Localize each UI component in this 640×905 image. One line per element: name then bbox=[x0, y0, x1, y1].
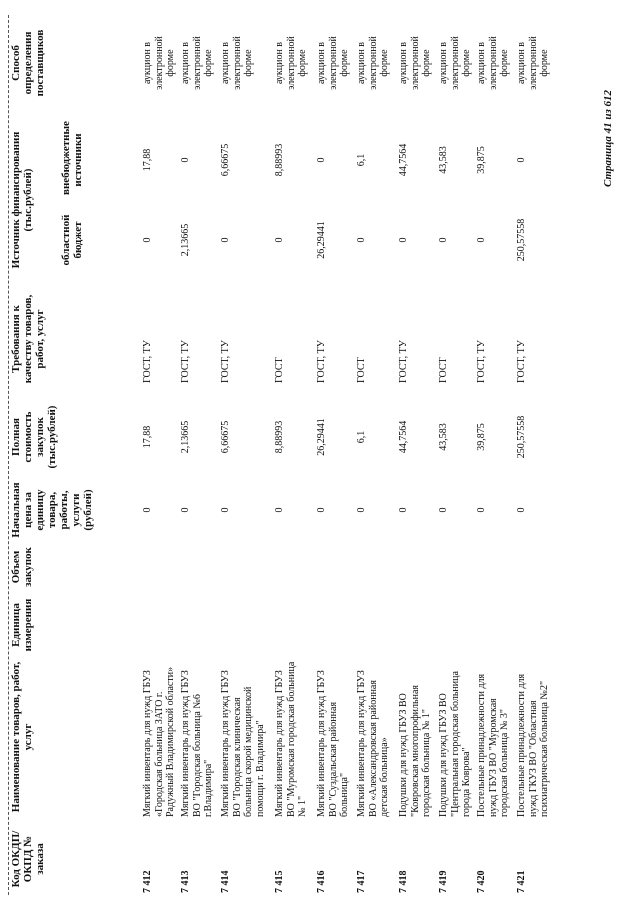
header-name: Наименование товаров, работ, услуг bbox=[10, 661, 34, 813]
row-price: 0 bbox=[316, 507, 327, 513]
header-funding: Источник финансирования (тыс.рублей) bbox=[10, 131, 34, 269]
row-price: 0 bbox=[142, 507, 153, 513]
row-regional: 0 bbox=[274, 237, 285, 243]
row-offbudget: 39,875 bbox=[476, 146, 487, 174]
header-price: Начальная цена за единицу товара, работы, услуги (рублей) bbox=[10, 482, 94, 538]
row-total: 6,1 bbox=[356, 430, 367, 444]
row-name: Мягкий инвентарь для нужд ГБУЗ «Городская больница ЗАТО г. Радужный Владимирской области» bbox=[142, 666, 176, 817]
row-price: 0 bbox=[356, 507, 367, 513]
row-name: Мягкий инвентарь для нужд ГБУЗ ВО "Городская клиническая больница скорой медицинской помощи г. Владимира" bbox=[220, 670, 266, 817]
row-total: 26,29441 bbox=[316, 418, 327, 456]
header-funding-regional: областной бюджет bbox=[60, 214, 84, 266]
row-quality: ГОСТ bbox=[356, 357, 367, 383]
row-regional: 0 bbox=[356, 237, 367, 243]
row-total: 2,13665 bbox=[180, 420, 191, 454]
row-method: аукцион в электронной форме bbox=[476, 36, 510, 90]
row-method: аукцион в электронной форме bbox=[220, 36, 254, 90]
row-quality: ГОСТ, ТУ bbox=[398, 340, 409, 383]
row-total: 17,88 bbox=[142, 425, 153, 449]
header-method: Способ определения поставщиков bbox=[10, 29, 46, 97]
row-quality: ГОСТ, ТУ bbox=[220, 340, 231, 383]
row-name: Мягкий инвентарь для нужд ГБУЗ ВО "Городская больница №6 г.Владимира" bbox=[180, 670, 214, 817]
header-code: Код ОКДП/ ОКПД № заказа bbox=[10, 830, 46, 888]
row-number: 7 416 bbox=[316, 870, 327, 893]
row-number: 7 412 bbox=[142, 870, 153, 893]
row-offbudget: 0 bbox=[316, 157, 327, 163]
row-offbudget: 0 bbox=[516, 157, 527, 163]
row-price: 0 bbox=[180, 507, 191, 513]
row-method: аукцион в электронной форме bbox=[516, 36, 550, 90]
row-number: 7 413 bbox=[180, 870, 191, 893]
row-regional: 0 bbox=[398, 237, 409, 243]
page-number-note: Страница 41 из 612 bbox=[602, 89, 614, 187]
row-price: 0 bbox=[438, 507, 449, 513]
row-method: аукцион в электронной форме bbox=[274, 36, 308, 90]
row-total: 44,7564 bbox=[398, 420, 409, 454]
header-volume: Объем закупок bbox=[10, 547, 34, 587]
row-total: 43,583 bbox=[438, 423, 449, 451]
row-offbudget: 6,1 bbox=[356, 153, 367, 167]
row-regional: 0 bbox=[142, 237, 153, 243]
procurement-table bbox=[2, 3, 638, 903]
row-offbudget: 43,583 bbox=[438, 146, 449, 174]
row-method: аукцион в электронной форме bbox=[398, 36, 432, 90]
header-rule bbox=[8, 15, 9, 895]
row-name: Постельные принадлежности для нужд ГКУЗ ВО "Областная психиатрическая больница №2" bbox=[516, 673, 550, 817]
row-quality: ГОСТ, ТУ bbox=[180, 340, 191, 383]
row-price: 0 bbox=[398, 507, 409, 513]
row-number: 7 414 bbox=[220, 870, 231, 893]
row-quality: ГОСТ, ТУ bbox=[142, 340, 153, 383]
row-name: Подушки для нужд ГБУЗ ВО "Центральная городская больница города Коврова" bbox=[438, 671, 472, 817]
row-regional: 2,13665 bbox=[180, 223, 191, 257]
row-total: 39,875 bbox=[476, 423, 487, 451]
row-name: Подушки для нужд ГБУЗ ВО "Ковровская многопрофильная городская больница № 1" bbox=[398, 685, 432, 817]
row-total: 6,66675 bbox=[220, 420, 231, 454]
header-quality: Требования к качеству товаров, работ, услуг bbox=[10, 294, 46, 384]
row-regional: 250,57558 bbox=[516, 218, 527, 262]
row-method: аукцион в электронной форме bbox=[356, 36, 390, 90]
row-number: 7 417 bbox=[356, 870, 367, 893]
row-regional: 0 bbox=[220, 237, 231, 243]
row-regional: 26,29441 bbox=[316, 221, 327, 259]
row-method: аукцион в электронной форме bbox=[438, 36, 472, 90]
row-price: 0 bbox=[220, 507, 231, 513]
row-number: 7 420 bbox=[476, 870, 487, 893]
row-method: аукцион в электронной форме bbox=[142, 36, 176, 90]
row-quality: ГОСТ bbox=[274, 357, 285, 383]
row-method: аукцион в электронной форме bbox=[316, 36, 350, 90]
row-offbudget: 8,88993 bbox=[274, 143, 285, 177]
row-name: Мягкий инвентарь для нужд ГБУЗ ВО "Суздальская районная больница" bbox=[316, 670, 350, 817]
row-quality: ГОСТ, ТУ bbox=[516, 340, 527, 383]
row-name: Постельные принадлежности для нужд ГБУЗ ВО "Муромская городская больница № 3" bbox=[476, 673, 510, 817]
row-number: 7 419 bbox=[438, 870, 449, 893]
row-name: Мягкий инвентарь для нужд ГБУЗ ВО «Александровская районная детская больница» bbox=[356, 670, 390, 817]
row-regional: 0 bbox=[476, 237, 487, 243]
row-total: 8,88993 bbox=[274, 420, 285, 454]
row-name: Мягкий инвентарь для нужд ГБУЗ ВО "Муромская городская больница № 1" bbox=[274, 661, 308, 817]
row-offbudget: 6,66675 bbox=[220, 143, 231, 177]
row-quality: ГОСТ, ТУ bbox=[476, 340, 487, 383]
row-total: 250,57558 bbox=[516, 415, 527, 459]
row-offbudget: 0 bbox=[180, 157, 191, 163]
row-number: 7 418 bbox=[398, 870, 409, 893]
row-number: 7 421 bbox=[516, 870, 527, 893]
row-quality: ГОСТ bbox=[438, 357, 449, 383]
row-method: аукцион в электронной форме bbox=[180, 36, 214, 90]
header-funding-offbudget: внебюджетные источники bbox=[60, 121, 84, 195]
header-total: Полная стоимость закупок (тыс.рублей) bbox=[10, 405, 58, 469]
row-number: 7 415 bbox=[274, 870, 285, 893]
row-price: 0 bbox=[516, 507, 527, 513]
row-quality: ГОСТ, ТУ bbox=[316, 340, 327, 383]
header-unit: Единица измерения bbox=[10, 598, 34, 652]
row-offbudget: 17,88 bbox=[142, 148, 153, 172]
row-price: 0 bbox=[274, 507, 285, 513]
row-offbudget: 44,7564 bbox=[398, 143, 409, 177]
row-price: 0 bbox=[476, 507, 487, 513]
row-regional: 0 bbox=[438, 237, 449, 243]
